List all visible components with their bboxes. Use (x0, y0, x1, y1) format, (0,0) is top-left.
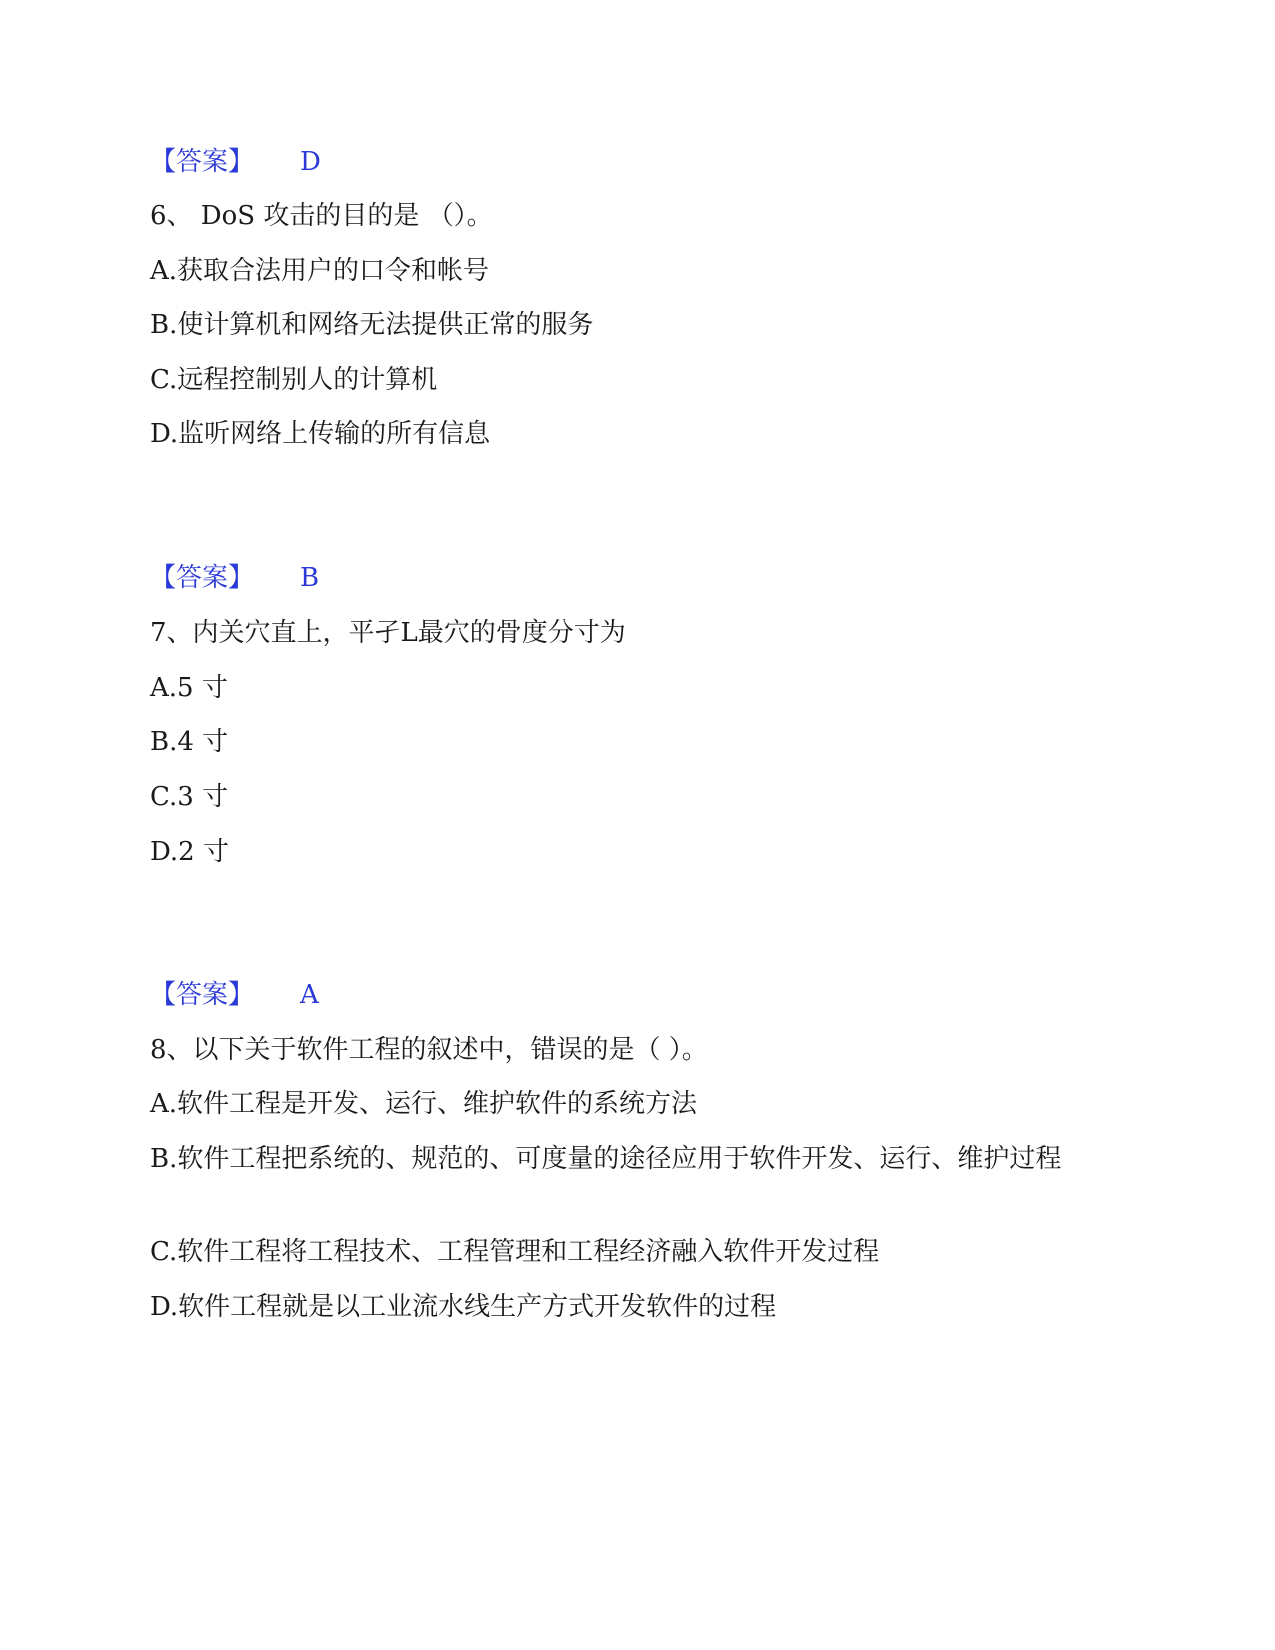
answer-value: A (300, 980, 319, 1010)
answer-value: B (300, 563, 320, 593)
question-stem: 7、内关穴直上，平孑L最穴的骨度分寸为 (150, 618, 626, 648)
option-b: B.软件工程把系统的、规范的、可度量的途径应用于软件开发、运行、维护过程 (150, 1144, 1062, 1174)
option-c: C.3 寸 (150, 782, 229, 812)
option-d: D.监听网络上传输的所有信息 (150, 419, 491, 449)
question-stem: 8、以下关于软件工程的叙述中，错误的是（ ）。 (150, 1035, 708, 1065)
option-d: D.软件工程就是以工业流水线生产方式开发软件的过程 (150, 1292, 777, 1322)
option-d: D.2 寸 (150, 837, 229, 867)
answer-line (150, 558, 319, 598)
option-c: C.软件工程将工程技术、工程管理和工程经济融入软件开发过程 (150, 1237, 880, 1267)
answer-tag: 【答案】 (150, 147, 255, 177)
option-b: B.使计算机和网络无法提供正常的服务 (150, 310, 594, 340)
option-b: B.4 寸 (150, 727, 229, 757)
answer-tag: 【答案】 (150, 563, 255, 593)
option-a: A.获取合法用户的口令和帐号 (150, 256, 490, 286)
option-a: A.软件工程是开发、运行、维护软件的系统方法 (150, 1089, 698, 1119)
answer-line (150, 142, 321, 182)
option-c: C.远程控制别人的计算机 (150, 365, 438, 395)
answer-line (150, 975, 319, 1015)
answer-tag: 【答案】 (150, 980, 255, 1010)
option-a: A.5 寸 (150, 673, 228, 703)
question-stem: 6、 DoS 攻击的目的是 （）。 (150, 201, 493, 231)
answer-value: D (300, 147, 321, 177)
